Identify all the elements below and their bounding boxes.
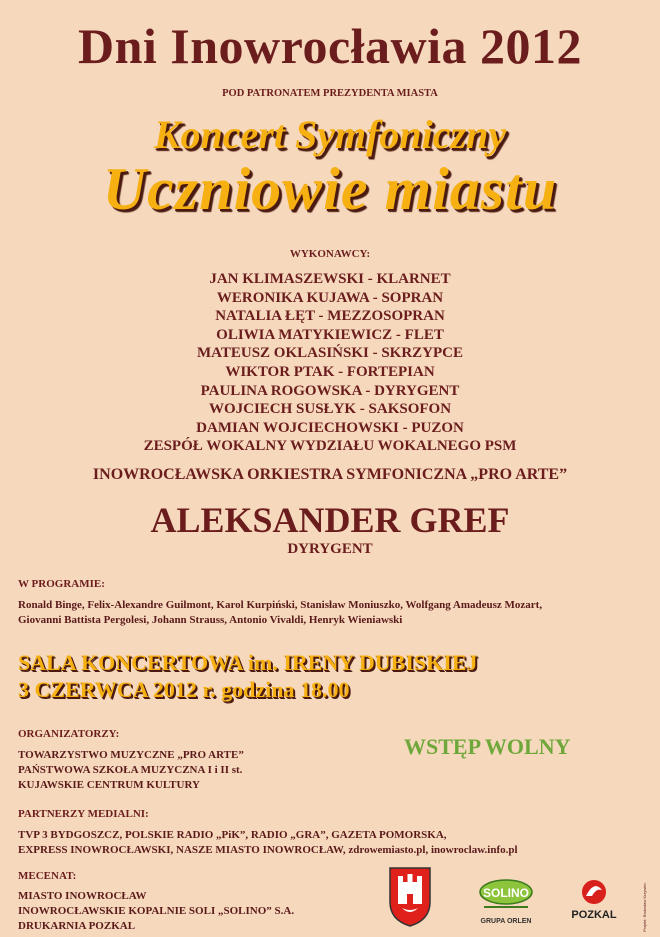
poster-title: Dni Inowrocławia 2012: [77, 18, 583, 74]
concert-name: Uczniowie miastu: [102, 156, 558, 222]
organizers-label: ORGANIZATORZY:: [18, 728, 120, 740]
performer-item: OLIWIA MATYKIEWICZ - FLET: [216, 326, 444, 343]
city-coat-of-arms-logo: [388, 866, 432, 928]
grupa-orlen-text: GRUPA ORLEN: [480, 918, 532, 925]
coat-of-arms-icon: [388, 866, 432, 928]
performer-item: WERONIKA KUJAWA - SOPRAN: [216, 289, 444, 306]
concert-subtitle: Koncert Symfoniczny: [153, 112, 507, 157]
media-partners-line1: TVP 3 BYDGOSZCZ, POLSKIE RADIO „PiK”, RADIO „GRA”, GAZETA POMORSKA,: [18, 829, 447, 841]
concert-date-time: 3 CZERWCA 2012 r. godzina 18.00: [18, 677, 350, 702]
patronage-line: POD PATRONATEM PREZYDENTA MIASTA: [222, 88, 438, 99]
venue-name: SALA KONCERTOWA im. IRENY DUBISKIEJ: [18, 650, 478, 675]
performer-item: DAMIAN WOJCIECHOWSKI - PUZON: [196, 419, 464, 436]
performer-item: PAULINA ROGOWSKA - DYRYGENT: [200, 382, 460, 399]
program-composers-line1: Ronald Binge, Felix-Alexandre Guilmont, Karol Kurpiński, Stanisław Moniuszko, Wolfgang Amadeusz Mozart,: [18, 599, 543, 611]
performers-list: [0, 270, 660, 456]
organizer-item: KUJAWSKIE CENTRUM KULTURY: [18, 779, 200, 791]
patron-item: DRUKARNIA POZKAL: [18, 920, 136, 932]
patron-item: MIASTO INOWROCŁAW: [18, 890, 147, 902]
organizer-item: TOWARZYSTWO MUZYCZNE „PRO ARTE”: [18, 749, 244, 761]
design-credit: Projekt: Radosław Krzywiec: [642, 882, 647, 932]
performer-item: WIKTOR PTAK - FORTEPIAN: [225, 363, 435, 380]
pozkal-logo-text: POZKAL: [571, 909, 617, 921]
media-partners-label: PARTNERZY MEDIALNI:: [18, 808, 149, 820]
program-composers-line2: Giovanni Battista Pergolesi, Johann Strauss, Antonio Vivaldi, Henryk Wieniawski: [18, 614, 403, 626]
organizer-item: PAŃSTWOWA SZKOŁA MUZYCZNA I i II st.: [18, 764, 243, 776]
performer-item: MATEUSZ OKLASIŃSKI - SKRZYPCE: [196, 345, 464, 362]
performer-item: ZESPÓŁ WOKALNY WYDZIAŁU WOKALNEGO PSM: [143, 438, 517, 455]
performer-item: JAN KLIMASZEWSKI - KLARNET: [209, 271, 451, 287]
performer-item: WOJCIECH SUSŁYK - SAKSOFON: [208, 401, 452, 418]
pozkal-logo: [566, 878, 622, 922]
media-partners-line2: EXPRESS INOWROCŁAWSKI, NASZE MIASTO INOWROCŁAW, zdrowemiasto.pl, inowroclaw.info.pl: [18, 844, 518, 856]
performers-heading: WYKONAWCY:: [289, 248, 371, 260]
patrons-label: MECENAT:: [18, 870, 77, 882]
solino-logo-text: SOLINO: [482, 886, 530, 900]
program-label: W PROGRAMIE:: [18, 578, 105, 590]
solino-logo: [478, 878, 534, 928]
conductor-role: DYRYGENT: [287, 541, 373, 557]
performer-item: NATALIA ŁĘT - MEZZOSOPRAN: [215, 308, 445, 325]
free-entry-label: WSTĘP WOLNY: [404, 734, 571, 759]
conductor-name: ALEKSANDER GREF: [150, 500, 510, 540]
orchestra-name: INOWROCŁAWSKA ORKIESTRA SYMFONICZNA „PRO ARTE”: [92, 466, 568, 483]
patron-item: INOWROCŁAWSKIE KOPALNIE SOLI „SOLINO” S.A.: [18, 905, 295, 917]
